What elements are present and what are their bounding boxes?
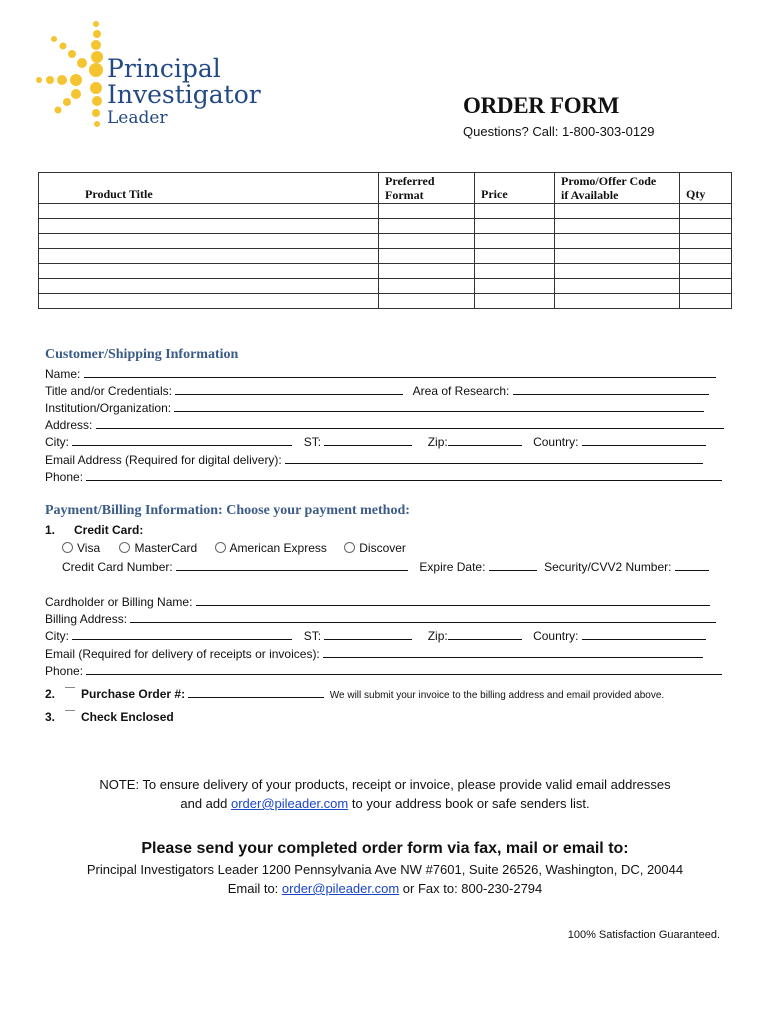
table-cell[interactable] <box>39 279 379 294</box>
product-table <box>38 172 732 309</box>
billing-address-row: Billing Address: <box>45 610 716 628</box>
table-cell[interactable] <box>555 219 680 234</box>
logo-line-1: Principal <box>107 54 221 83</box>
footer-email-link[interactable]: order@pileader.com <box>281 881 400 896</box>
cvv-field[interactable] <box>675 558 709 571</box>
state-field[interactable] <box>324 433 412 446</box>
column-header-qty: Qty <box>680 173 732 204</box>
table-cell[interactable] <box>379 279 475 294</box>
email-field[interactable] <box>285 451 703 464</box>
billing-email-field[interactable] <box>323 645 703 658</box>
table-cell[interactable] <box>555 279 680 294</box>
column-header-product: Product Title <box>39 173 379 204</box>
card-number-field[interactable] <box>176 558 408 571</box>
billing-phone-row: Phone: <box>45 662 722 680</box>
table-row <box>39 219 732 234</box>
table-row <box>39 234 732 249</box>
radio-american-express[interactable]: American Express <box>215 541 327 555</box>
note-line-1: NOTE: To ensure delivery of your products, receipt or invoice, please provide valid email addresses <box>99 777 671 792</box>
billing-state-field[interactable] <box>324 627 412 640</box>
table-row <box>39 264 732 279</box>
credentials-field[interactable] <box>175 382 403 395</box>
table-cell[interactable] <box>680 294 732 309</box>
city-field[interactable] <box>72 433 292 446</box>
table-cell[interactable] <box>379 294 475 309</box>
column-header-format: Preferred Format <box>379 173 475 204</box>
table-cell[interactable] <box>475 249 555 264</box>
order-email-link[interactable]: order@pileader.com <box>230 796 349 811</box>
card-type-options <box>62 540 406 557</box>
billing-country-field[interactable] <box>582 627 706 640</box>
table-cell[interactable] <box>379 204 475 219</box>
table-cell[interactable] <box>475 204 555 219</box>
radio-icon <box>62 542 73 553</box>
table-cell[interactable] <box>39 219 379 234</box>
table-row <box>39 204 732 219</box>
credentials-row: Title and/or Credentials: Area of Research: <box>45 382 709 400</box>
table-cell[interactable] <box>475 234 555 249</box>
billing-address-field[interactable] <box>130 610 716 623</box>
note-line-2: and add order@pileader.com to your address book or safe senders list. <box>180 796 590 811</box>
satisfaction-guarantee: 100% Satisfaction Guaranteed. <box>567 929 720 941</box>
purchase-order-field[interactable] <box>188 685 324 698</box>
logo-line-2: Investigator <box>107 80 261 109</box>
contact-line: Email to: order@pileader.com or Fax to: 800-230-2794 <box>227 881 543 896</box>
table-cell[interactable] <box>379 234 475 249</box>
address-field[interactable] <box>96 416 724 429</box>
table-row <box>39 249 732 264</box>
mailing-address: Principal Investigators Leader 1200 Pennsylvania Ave NW #7601, Suite 26526, Washington, DC, 20044 <box>86 862 684 877</box>
phone-field[interactable] <box>86 468 722 481</box>
radio-mastercard[interactable]: MasterCard <box>119 541 197 555</box>
checkbox-check-enclosed[interactable] <box>65 710 75 712</box>
institution-field[interactable] <box>174 399 704 412</box>
customer-section-title: Customer/Shipping Information <box>45 347 239 362</box>
credit-card-option: 1. Credit Card: <box>45 523 144 537</box>
column-header-promo: Promo/Offer Code if Available <box>555 173 680 204</box>
table-row <box>39 294 732 309</box>
column-header-price: Price <box>475 173 555 204</box>
table-cell[interactable] <box>39 234 379 249</box>
research-area-field[interactable] <box>513 382 709 395</box>
table-cell[interactable] <box>555 249 680 264</box>
cardholder-row: Cardholder or Billing Name: <box>45 593 710 611</box>
table-cell[interactable] <box>555 234 680 249</box>
billing-city-row: City: ST: Zip: Country: <box>45 627 706 645</box>
billing-email-row: Email (Required for delivery of receipts or invoices): <box>45 645 703 663</box>
table-cell[interactable] <box>379 264 475 279</box>
table-cell[interactable] <box>39 294 379 309</box>
cardholder-field[interactable] <box>196 593 710 606</box>
logo-line-3: Leader <box>107 108 168 128</box>
country-field[interactable] <box>582 433 706 446</box>
city-row: City: ST: Zip: Country: <box>45 433 706 451</box>
table-cell[interactable] <box>680 234 732 249</box>
table-cell[interactable] <box>680 279 732 294</box>
questions-phone: Questions? Call: 1-800-303-0129 <box>463 124 655 139</box>
table-cell[interactable] <box>475 279 555 294</box>
page-title: ORDER FORM <box>463 93 620 118</box>
radio-icon <box>215 542 226 553</box>
check-enclosed-option: 3. Check Enclosed <box>45 710 174 724</box>
email-row: Email Address (Required for digital delivery): <box>45 451 703 469</box>
table-cell[interactable] <box>39 249 379 264</box>
phone-row: Phone: <box>45 468 722 486</box>
table-row <box>39 279 732 294</box>
address-row: Address: <box>45 416 724 434</box>
payment-section-title: Payment/Billing Information: Choose your payment method: <box>45 503 410 518</box>
logo-wordmark <box>107 56 261 127</box>
radio-visa[interactable]: Visa <box>62 541 100 555</box>
table-cell[interactable] <box>475 219 555 234</box>
table-cell[interactable] <box>39 204 379 219</box>
table-cell[interactable] <box>555 294 680 309</box>
table-cell[interactable] <box>475 294 555 309</box>
send-instructions-title: Please send your completed order form via fax, mail or email to: <box>141 840 629 857</box>
billing-phone-field[interactable] <box>86 662 722 675</box>
table-cell[interactable] <box>379 249 475 264</box>
table-cell[interactable] <box>39 264 379 279</box>
card-number-row: Credit Card Number: Expire Date: Security/CVV2 Number: <box>62 558 709 576</box>
institution-row: Institution/Organization: <box>45 399 704 417</box>
expire-date-field[interactable] <box>489 558 537 571</box>
table-cell[interactable] <box>555 264 680 279</box>
table-cell[interactable] <box>680 264 732 279</box>
checkbox-purchase-order[interactable] <box>65 687 75 689</box>
table-header-row <box>39 173 732 204</box>
table-cell[interactable] <box>555 204 680 219</box>
zip-field[interactable] <box>448 433 522 446</box>
billing-zip-field[interactable] <box>448 627 522 640</box>
radio-discover[interactable]: Discover <box>344 541 406 555</box>
table-cell[interactable] <box>379 219 475 234</box>
table-cell[interactable] <box>680 204 732 219</box>
purchase-order-option: 2. Purchase Order #: We will submit your invoice to the billing address and email provided above. <box>45 687 665 701</box>
table-cell[interactable] <box>680 249 732 264</box>
name-field[interactable] <box>84 365 716 378</box>
billing-city-field[interactable] <box>72 627 292 640</box>
table-cell[interactable] <box>475 264 555 279</box>
radio-icon <box>344 542 355 553</box>
table-cell[interactable] <box>680 219 732 234</box>
radio-icon <box>119 542 130 553</box>
name-row: Name: <box>45 365 716 383</box>
